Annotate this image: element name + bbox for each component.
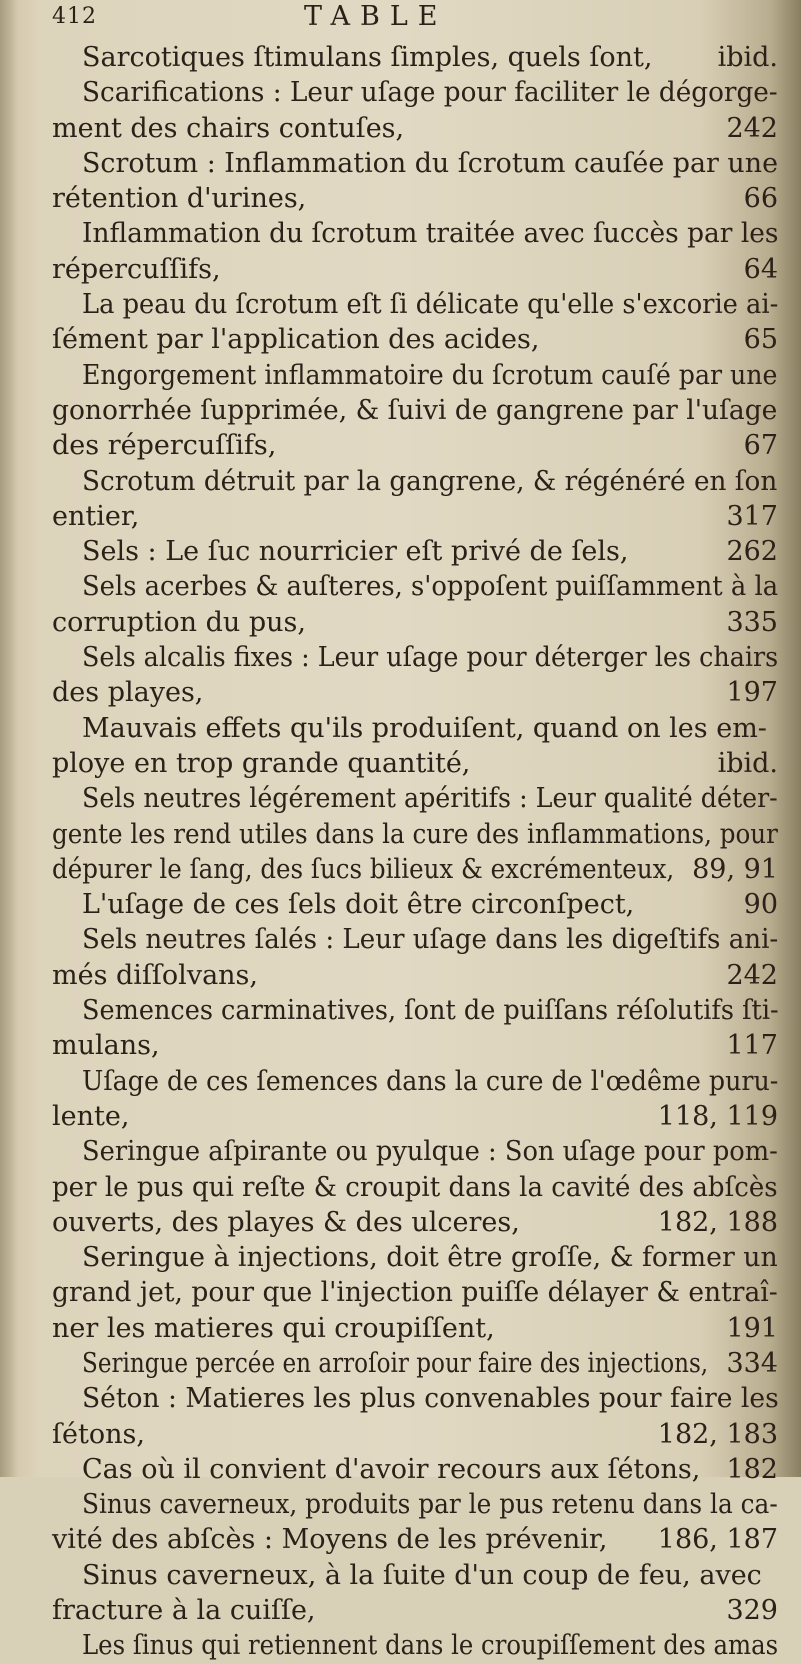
index-line (52, 1311, 778, 1346)
index-line (52, 1487, 778, 1522)
index-line-text: Cas où il convient d'avoir recours aux ſétons, (82, 1453, 701, 1485)
index-line-text: Sels : Le ſuc nourricier eſt privé de ſels, (82, 536, 629, 568)
index-line (52, 1558, 778, 1593)
page-reference: 66 (743, 183, 778, 215)
index-line-text: ploye en trop grande quantité, (52, 747, 471, 779)
index-line (52, 1064, 778, 1099)
index-line-text: des répercuſſifs, (52, 430, 277, 462)
index-line-text: ouverts, des playes & des ulceres, (52, 1206, 520, 1238)
index-line (52, 1346, 778, 1381)
index-line-text: lente, (52, 1100, 130, 1132)
index-line-text: Séton : Matieres les plus convenables pour faire les (82, 1383, 779, 1415)
index-line-text: Uſage de ces ſemences dans la cure de l'œdême puru- (82, 1065, 779, 1097)
index-line (52, 675, 778, 710)
page-edge-shadow (0, 0, 18, 1477)
page-reference: 67 (743, 430, 778, 462)
index-line (52, 1205, 778, 1240)
index-line (52, 1522, 778, 1557)
index-entries (52, 40, 778, 1664)
index-line (52, 781, 778, 816)
index-line-text: corruption du pus, (52, 606, 306, 638)
page-reference: 317 (726, 500, 778, 532)
index-line (52, 111, 778, 146)
index-line-text: Sinus caverneux, produits par le pus retenu dans la ca- (82, 1489, 778, 1521)
page-reference: 186, 187 (657, 1524, 778, 1556)
index-line (52, 887, 778, 922)
index-line-text: Sels neutres légérement apéritifs : Leur qualité déter- (82, 783, 778, 815)
page-reference: 117 (726, 1030, 778, 1062)
index-line-text: Seringue à injections, doit être groſſe, & former un (82, 1242, 778, 1274)
index-line (52, 1593, 778, 1628)
index-line-text: Scrotum détruit par la gangrene, & régénéré en ſon (82, 465, 778, 497)
index-line (52, 146, 778, 181)
index-line (52, 499, 778, 534)
index-line-text: Scarifications : Leur uſage pour faciliter le dégorge- (82, 77, 778, 109)
page-reference: 182, 183 (657, 1418, 778, 1450)
index-line-text: rétention d'urines, (52, 183, 307, 215)
index-line (52, 817, 778, 852)
index-line-text: fracture à la cuiſſe, (52, 1595, 316, 1627)
index-line (52, 358, 778, 393)
index-line-text: més diſſolvans, (52, 959, 258, 991)
page-reference: 334 (726, 1347, 778, 1379)
index-line (52, 1628, 778, 1663)
index-line (52, 1240, 778, 1275)
index-line (52, 569, 778, 604)
page-reference: 182 (726, 1453, 778, 1485)
page-reference: 329 (726, 1595, 778, 1627)
index-line-text: ment des chairs contuſes, (52, 112, 405, 144)
index-line (52, 1275, 778, 1310)
index-line-text: Inflammation du ſcrotum traitée avec ſuccès par les (82, 218, 779, 250)
index-line-text: Mauvais effets qu'ils produiſent, quand on les em- (82, 712, 767, 744)
page-reference: ibid. (717, 42, 778, 73)
index-line (52, 75, 778, 110)
page-reference: 182, 188 (657, 1206, 778, 1238)
page-reference: 191 (726, 1312, 778, 1344)
index-line (52, 40, 778, 75)
page-reference: 242 (726, 959, 778, 991)
index-line (52, 1134, 778, 1169)
index-line-text: Sinus caverneux, à la ſuite d'un coup de feu, avec (82, 1559, 762, 1591)
page-reference: 64 (743, 253, 778, 285)
index-line-text: grand jet, pour que l'injection puiſſe délayer & entraî- (52, 1277, 778, 1309)
index-line-text: vité des abſcès : Moyens de les prévenir, (52, 1524, 608, 1556)
index-line-text: Seringue percée en arroſoir pour faire des injections, (82, 1347, 709, 1379)
page-header (0, 0, 801, 40)
index-line (52, 746, 778, 781)
index-line-text: des playes, (52, 677, 204, 709)
index-line (52, 534, 778, 569)
index-line (52, 1417, 778, 1452)
index-line-text: per le pus qui reſte & croupit dans la cavité des abſcès (52, 1171, 778, 1203)
index-line (52, 181, 778, 216)
index-line (52, 640, 778, 675)
index-line-text: répercuſſifs, (52, 253, 221, 285)
index-line (52, 1381, 778, 1416)
index-line-text: Sels neutres ſalés : Leur uſage dans les digeſtifs ani- (82, 924, 779, 956)
index-line-text: gonorrhée ſupprimée, & ſuivi de gangrene par l'uſage (52, 394, 778, 426)
index-line-text: Semences carminatives, ſont de puiſſans réſolutifs ſti- (82, 995, 779, 1027)
index-line (52, 605, 778, 640)
index-line-text: gente les rend utiles dans la cure des inflammations, pour (52, 818, 778, 850)
index-line-text: ner les matieres qui croupiſſent, (52, 1312, 495, 1344)
index-line-text: dépurer le ſang, des ſucs bilieux & excrémenteux, (52, 853, 675, 885)
index-line-text: Scrotum : Inflammation du ſcrotum cauſée par une (82, 147, 779, 179)
page-reference: 262 (726, 536, 778, 568)
page-reference: 197 (726, 677, 778, 709)
index-line (52, 1170, 778, 1205)
index-line-text: L'uſage de ces ſels doit être circonſpect, (82, 889, 635, 921)
index-line (52, 464, 778, 499)
page-number: 412 (52, 4, 97, 29)
index-line (52, 711, 778, 746)
index-line (52, 1099, 778, 1134)
index-line-text: Seringue aſpirante ou pyulque : Son uſage pour pom- (82, 1136, 778, 1168)
index-line (52, 393, 778, 428)
page-reference: 242 (726, 112, 778, 144)
index-line (52, 287, 778, 322)
running-title: TABLE (304, 1, 448, 32)
index-line (52, 428, 778, 463)
page-reference: ibid. (717, 747, 778, 779)
index-line-text: Engorgement inflammatoire du ſcrotum cauſé par une (82, 359, 778, 391)
index-line (52, 993, 778, 1028)
index-line (52, 958, 778, 993)
index-line-text: Sels alcalis fixes : Leur uſage pour déterger les chairs (82, 642, 779, 674)
index-line-text: ſément par l'application des acides, (52, 324, 540, 356)
index-line (52, 1028, 778, 1063)
page-reference: 118, 119 (657, 1100, 778, 1132)
index-line-text: entier, (52, 500, 140, 532)
index-line (52, 922, 778, 957)
page-reference: 65 (743, 324, 778, 356)
index-line (52, 1452, 778, 1487)
index-line-text: ſétons, (52, 1418, 145, 1450)
page-reference: 335 (726, 606, 778, 638)
index-line-text: Les ſinus qui retiennent dans le croupiſſement des amas (82, 1630, 779, 1662)
index-line (52, 252, 778, 287)
page-reference: 90 (743, 889, 778, 921)
index-line-text: Sarcotiques ſtimulans ſimples, quels ſont, (82, 42, 653, 73)
index-line-text: mulans, (52, 1030, 160, 1062)
index-line (52, 852, 778, 887)
index-line (52, 216, 778, 251)
index-line (52, 322, 778, 357)
index-line-text: La peau du ſcrotum eſt ſi délicate qu'elle s'excorie ai- (82, 289, 779, 321)
page-reference: 89, 91 (692, 853, 778, 885)
index-line-text: Sels acerbes & auſteres, s'oppoſent puiſſamment à la (82, 571, 779, 603)
